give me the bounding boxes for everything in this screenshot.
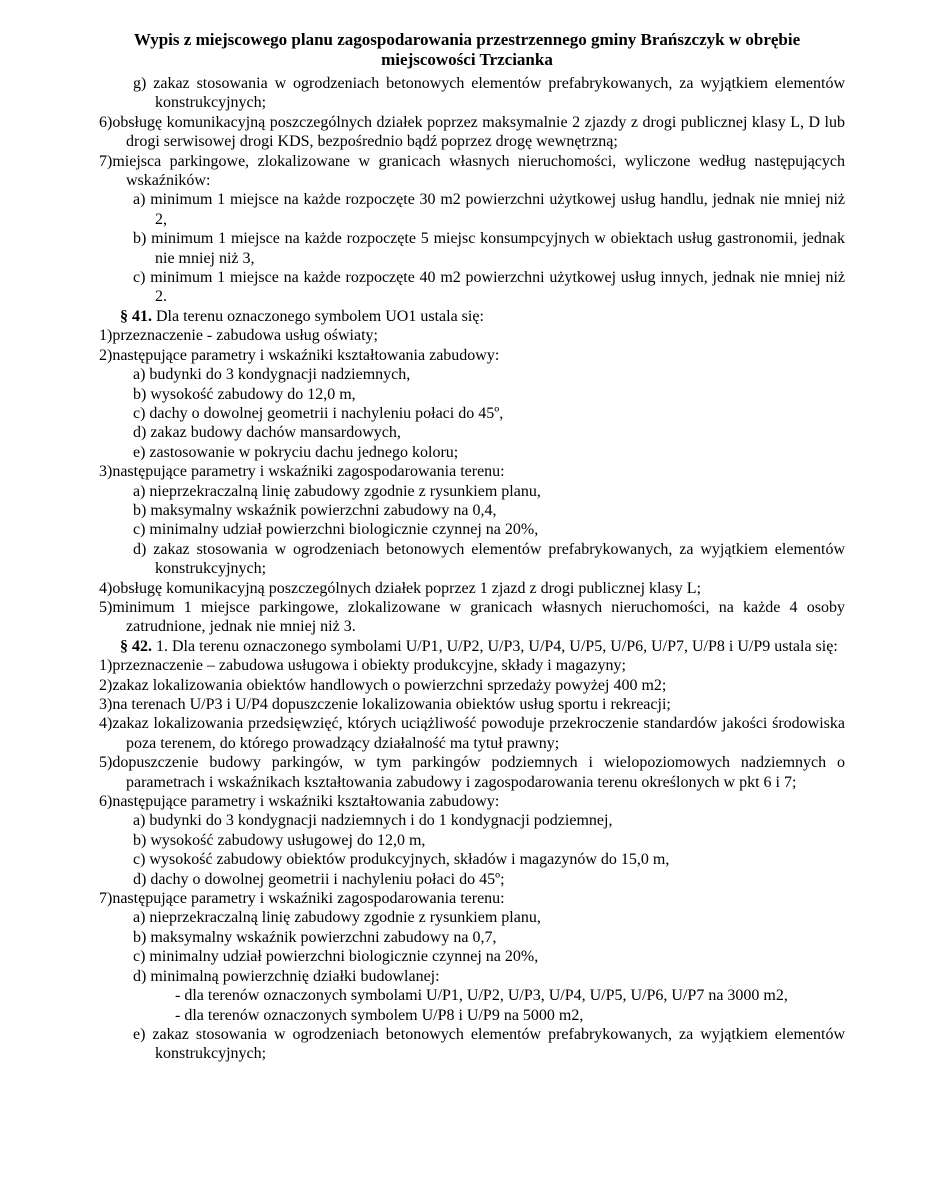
list-item: a) nieprzekraczalną linię zabudowy zgodnie z rysunkiem planu, [133, 909, 541, 927]
document-title [84, 30, 850, 70]
list-item: c) dachy o dowolnej geometrii i nachyleniu połaci do 45º, [133, 404, 504, 422]
list-item: 6)obsługę komunikacyjną poszczególnych działek poprzez maksymalnie 2 zjazdy z drogi publicznej klasy L, D lub drogi serwisowej drogi KDS, bezpośrednio bądź poprzez drogę wewnętrzną; [99, 113, 845, 151]
list-item: 5)dopuszczenie budowy parkingów, w tym parkingów podziemnych i wielopoziomowych nadziemnych o parametrach i wskaźnikach kształtowania zabudowy i zagospodarowania terenu określonych w pkt 6 i 7; [99, 754, 845, 791]
list-item: 7)następujące parametry i wskaźniki zagospodarowania terenu: [99, 890, 505, 908]
list-item: - dla terenów oznaczonych symbolem U/P8 i U/P9 na 5000 m2, [175, 1006, 584, 1024]
list-item: c) minimalny udział powierzchni biologicznie czynnej na 20%, [133, 948, 539, 966]
document-title-line-1: Wypis z miejscowego planu zagospodarowania przestrzennego gminy Brańszczyk w obrębie [133, 30, 801, 49]
list-item: b) wysokość zabudowy do 12,0 m, [133, 385, 356, 403]
document-body [89, 74, 845, 1064]
list-item: d) dachy o dowolnej geometrii i nachyleniu połaci do 45º; [133, 870, 505, 888]
list-item: a) nieprzekraczalną linię zabudowy zgodnie z rysunkiem planu, [133, 482, 541, 500]
list-item: a) budynki do 3 kondygnacji nadziemnych i do 1 kondygnacji podziemnej, [133, 812, 613, 830]
list-item: b) wysokość zabudowy usługowej do 12,0 m, [133, 831, 426, 849]
section-number: § 42. [120, 637, 152, 655]
list-item: - dla terenów oznaczonych symbolami U/P1, U/P2, U/P3, U/P4, U/P5, U/P6, U/P7 na 3000 m2, [175, 987, 788, 1005]
section-paragraph: § 42. 1. Dla terenu oznaczonego symbolami U/P1, U/P2, U/P3, U/P4, U/P5, U/P6, U/P7, U/P8 i U/P9 ustala się: [120, 637, 838, 655]
list-item: a) budynki do 3 kondygnacji nadziemnych, [133, 366, 411, 384]
list-item: a) minimum 1 miejsce na każde rozpoczęte 30 m2 powierzchni użytkowej usług handlu, jednak nie mniej niż 2, [133, 191, 845, 228]
list-item: g) zakaz stosowania w ogrodzeniach betonowych elementów prefabrykowanych, za wyjątkiem elementów konstrukcyjnych; [133, 75, 845, 112]
list-item: b) minimum 1 miejsce na każde rozpoczęte 5 miejsc konsumpcyjnych w obiektach usług gastronomii, jednak nie mniej niż 3, [133, 230, 845, 267]
list-item: c) minimalny udział powierzchni biologicznie czynnej na 20%, [133, 521, 539, 539]
list-item: d) minimalną powierzchnię działki budowlanej: [133, 967, 440, 985]
list-item: c) minimum 1 miejsce na każde rozpoczęte 40 m2 powierzchni użytkowej usług innych, jednak nie mniej niż 2. [133, 269, 845, 306]
list-item: 5)minimum 1 miejsce parkingowe, zlokalizowane w granicach własnych nieruchomości, na każde 4 osoby zatrudnione, jednak nie mniej niż 3. [99, 598, 845, 636]
list-item: 6)następujące parametry i wskaźniki kształtowania zabudowy: [99, 793, 500, 811]
list-item: 4)obsługę komunikacyjną poszczególnych działek poprzez 1 zjazd z drogi publicznej klasy L; [99, 579, 702, 597]
list-item: c) wysokość zabudowy obiektów produkcyjnych, składów i magazynów do 15,0 m, [133, 851, 670, 869]
document-title-line-2: miejscowości Trzcianka [381, 50, 553, 69]
list-item: 1)przeznaczenie – zabudowa usługowa i obiekty produkcyjne, składy i magazyny; [99, 657, 626, 675]
list-item: 2)następujące parametry i wskaźniki kształtowania zabudowy: [99, 346, 500, 364]
list-item: 3)następujące parametry i wskaźniki zagospodarowania terenu: [99, 463, 505, 481]
list-item: b) maksymalny wskaźnik powierzchni zabudowy na 0,4, [133, 501, 497, 519]
section-number: § 41. [120, 307, 152, 325]
list-item: b) maksymalny wskaźnik powierzchni zabudowy na 0,7, [133, 928, 497, 946]
section-paragraph: § 41. Dla terenu oznaczonego symbolem UO1 ustala się: [120, 307, 484, 325]
list-item: 4)zakaz lokalizowania przedsięwzięć, których uciążliwość powoduje przekroczenie standardów jakości środowiska poza terenem, do którego prowadzący działalność ma tytuł prawny; [99, 715, 845, 752]
list-item: 2)zakaz lokalizowania obiektów handlowych o powierzchni sprzedaży powyżej 400 m2; [99, 676, 667, 694]
list-item: 1)przeznaczenie - zabudowa usług oświaty; [99, 327, 378, 345]
list-item: e) zastosowanie w pokryciu dachu jednego koloru; [133, 443, 459, 461]
list-item: d) zakaz budowy dachów mansardowych, [133, 424, 401, 442]
list-item: 7)miejsca parkingowe, zlokalizowane w granicach własnych nieruchomości, wyliczone według następujących wskaźników: [99, 152, 845, 190]
list-item: e) zakaz stosowania w ogrodzeniach betonowych elementów prefabrykowanych, za wyjątkiem elementów konstrukcyjnych; [133, 1025, 845, 1063]
list-item: 3)na terenach U/P3 i U/P4 dopuszczenie lokalizowania obiektów usług sportu i rekreacji; [99, 696, 671, 713]
list-item: d) zakaz stosowania w ogrodzeniach betonowych elementów prefabrykowanych, za wyjątkiem elementów konstrukcyjnych; [133, 540, 845, 578]
